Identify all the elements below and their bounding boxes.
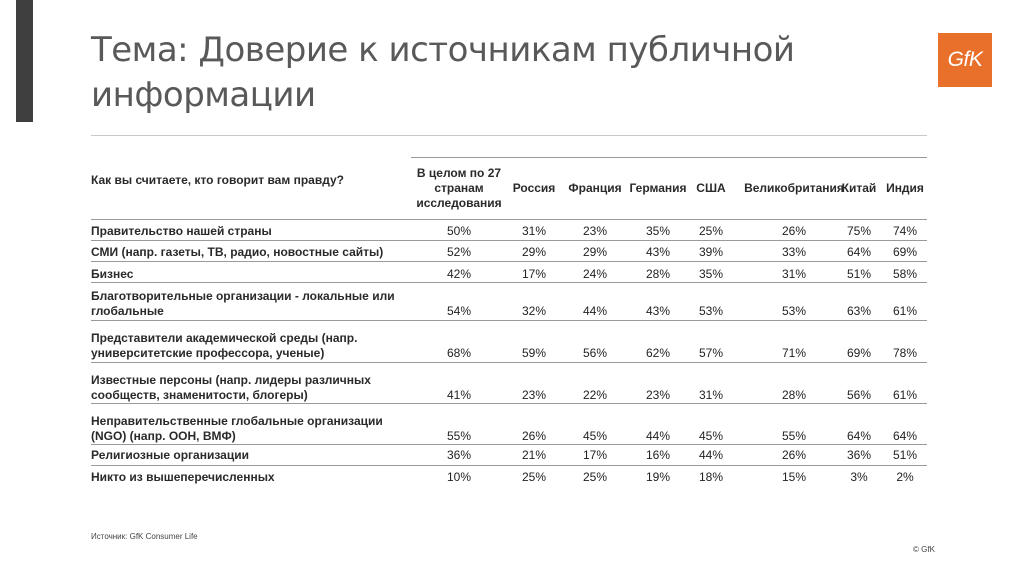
value-cell: 44% (582, 304, 608, 318)
header-top-line (411, 157, 927, 158)
value-cell: 15% (781, 470, 807, 484)
value-cell: 3% (850, 470, 868, 484)
value-cell: 74% (892, 224, 918, 238)
value-cell: 28% (645, 267, 671, 281)
row-separator (91, 219, 927, 220)
value-cell: 29% (521, 245, 547, 259)
value-cell: 41% (446, 388, 472, 402)
value-cell: 26% (781, 224, 807, 238)
value-cell: 17% (521, 267, 547, 281)
value-cell: 23% (645, 388, 671, 402)
value-cell: 61% (892, 388, 918, 402)
column-header: США (696, 181, 726, 195)
value-cell: 25% (582, 470, 608, 484)
column-header: Китай (841, 181, 877, 195)
value-cell: 51% (892, 448, 918, 462)
value-cell: 36% (446, 448, 472, 462)
column-header: Индия (886, 181, 924, 195)
value-cell: 29% (582, 245, 608, 259)
value-cell: 42% (446, 267, 472, 281)
value-cell: 2% (896, 470, 914, 484)
copyright-note: © GfK (913, 545, 935, 554)
column-header: Франция (568, 181, 622, 195)
value-cell: 16% (645, 448, 671, 462)
row-label: Представители академической среды (напр. университетские профессора, ученые) (91, 331, 358, 360)
row-label: Религиозные организации (91, 448, 249, 462)
row-separator (91, 465, 927, 466)
value-cell: 21% (521, 448, 547, 462)
value-cell: 53% (698, 304, 724, 318)
value-cell: 57% (698, 346, 724, 360)
value-cell: 10% (446, 470, 472, 484)
value-cell: 23% (521, 388, 547, 402)
value-cell: 53% (781, 304, 807, 318)
value-cell: 28% (781, 388, 807, 402)
value-cell: 50% (446, 224, 472, 238)
row-separator (91, 282, 927, 283)
value-cell: 45% (582, 429, 608, 443)
value-cell: 19% (645, 470, 671, 484)
value-cell: 25% (698, 224, 724, 238)
value-cell: 69% (892, 245, 918, 259)
value-cell: 56% (582, 346, 608, 360)
value-cell: 36% (846, 448, 872, 462)
value-cell: 24% (582, 267, 608, 281)
value-cell: 17% (582, 448, 608, 462)
value-cell: 26% (521, 429, 547, 443)
value-cell: 55% (446, 429, 472, 443)
page-title: Тема: Доверие к источникам публичной информации (91, 30, 795, 115)
question-label: Как вы считаете, кто говорит вам правду? (91, 173, 344, 187)
row-separator (91, 403, 927, 404)
gfk-logo (938, 33, 992, 87)
value-cell: 18% (698, 470, 724, 484)
value-cell: 62% (645, 346, 671, 360)
value-cell: 52% (446, 245, 472, 259)
value-cell: 78% (892, 346, 918, 360)
value-cell: 64% (892, 429, 918, 443)
value-cell: 45% (698, 429, 724, 443)
row-label: СМИ (напр. газеты, ТВ, радио, новостные сайты) (91, 245, 384, 259)
value-cell: 32% (521, 304, 547, 318)
row-label: Правительство нашей страны (91, 224, 272, 238)
value-cell: 39% (698, 245, 724, 259)
row-separator (91, 444, 927, 445)
value-cell: 68% (446, 346, 472, 360)
row-separator (91, 240, 927, 241)
row-label: Никто из вышеперечисленных (91, 470, 275, 484)
value-cell: 51% (846, 267, 872, 281)
column-header: В целом по 27 странам исследования (416, 166, 502, 210)
column-header: Германия (629, 181, 687, 195)
value-cell: 23% (582, 224, 608, 238)
value-cell: 63% (846, 304, 872, 318)
source-note: Источник: GfK Consumer Life (91, 532, 198, 541)
row-label: Бизнес (91, 267, 134, 281)
value-cell: 71% (781, 346, 807, 360)
value-cell: 56% (846, 388, 872, 402)
value-cell: 59% (521, 346, 547, 360)
value-cell: 58% (892, 267, 918, 281)
value-cell: 25% (521, 470, 547, 484)
value-cell: 35% (698, 267, 724, 281)
row-separator (91, 261, 927, 262)
value-cell: 55% (781, 429, 807, 443)
value-cell: 44% (645, 429, 671, 443)
value-cell: 64% (846, 245, 872, 259)
gfk-logo-text: GfK (947, 48, 983, 71)
value-cell: 69% (846, 346, 872, 360)
row-separator (91, 320, 927, 321)
value-cell: 54% (446, 304, 472, 318)
column-header: Россия (512, 181, 556, 195)
value-cell: 31% (521, 224, 547, 238)
row-label: Неправительственные глобальные организации (NGO) (напр. ООН, ВМФ) (91, 414, 383, 443)
value-cell: 75% (846, 224, 872, 238)
value-cell: 43% (645, 245, 671, 259)
row-label: Известные персоны (напр. лидеры различных сообществ, знаменитости, блогеры) (91, 373, 371, 402)
value-cell: 43% (645, 304, 671, 318)
value-cell: 44% (698, 448, 724, 462)
value-cell: 33% (781, 245, 807, 259)
row-label: Благотворительные организации - локальные или глобальные (91, 289, 395, 318)
title-divider (91, 135, 927, 136)
value-cell: 64% (846, 429, 872, 443)
row-separator (91, 362, 927, 363)
value-cell: 31% (698, 388, 724, 402)
left-accent-bar (16, 0, 33, 122)
column-header: Великобритания (744, 181, 844, 195)
value-cell: 31% (781, 267, 807, 281)
value-cell: 22% (582, 388, 608, 402)
value-cell: 26% (781, 448, 807, 462)
value-cell: 35% (645, 224, 671, 238)
value-cell: 61% (892, 304, 918, 318)
